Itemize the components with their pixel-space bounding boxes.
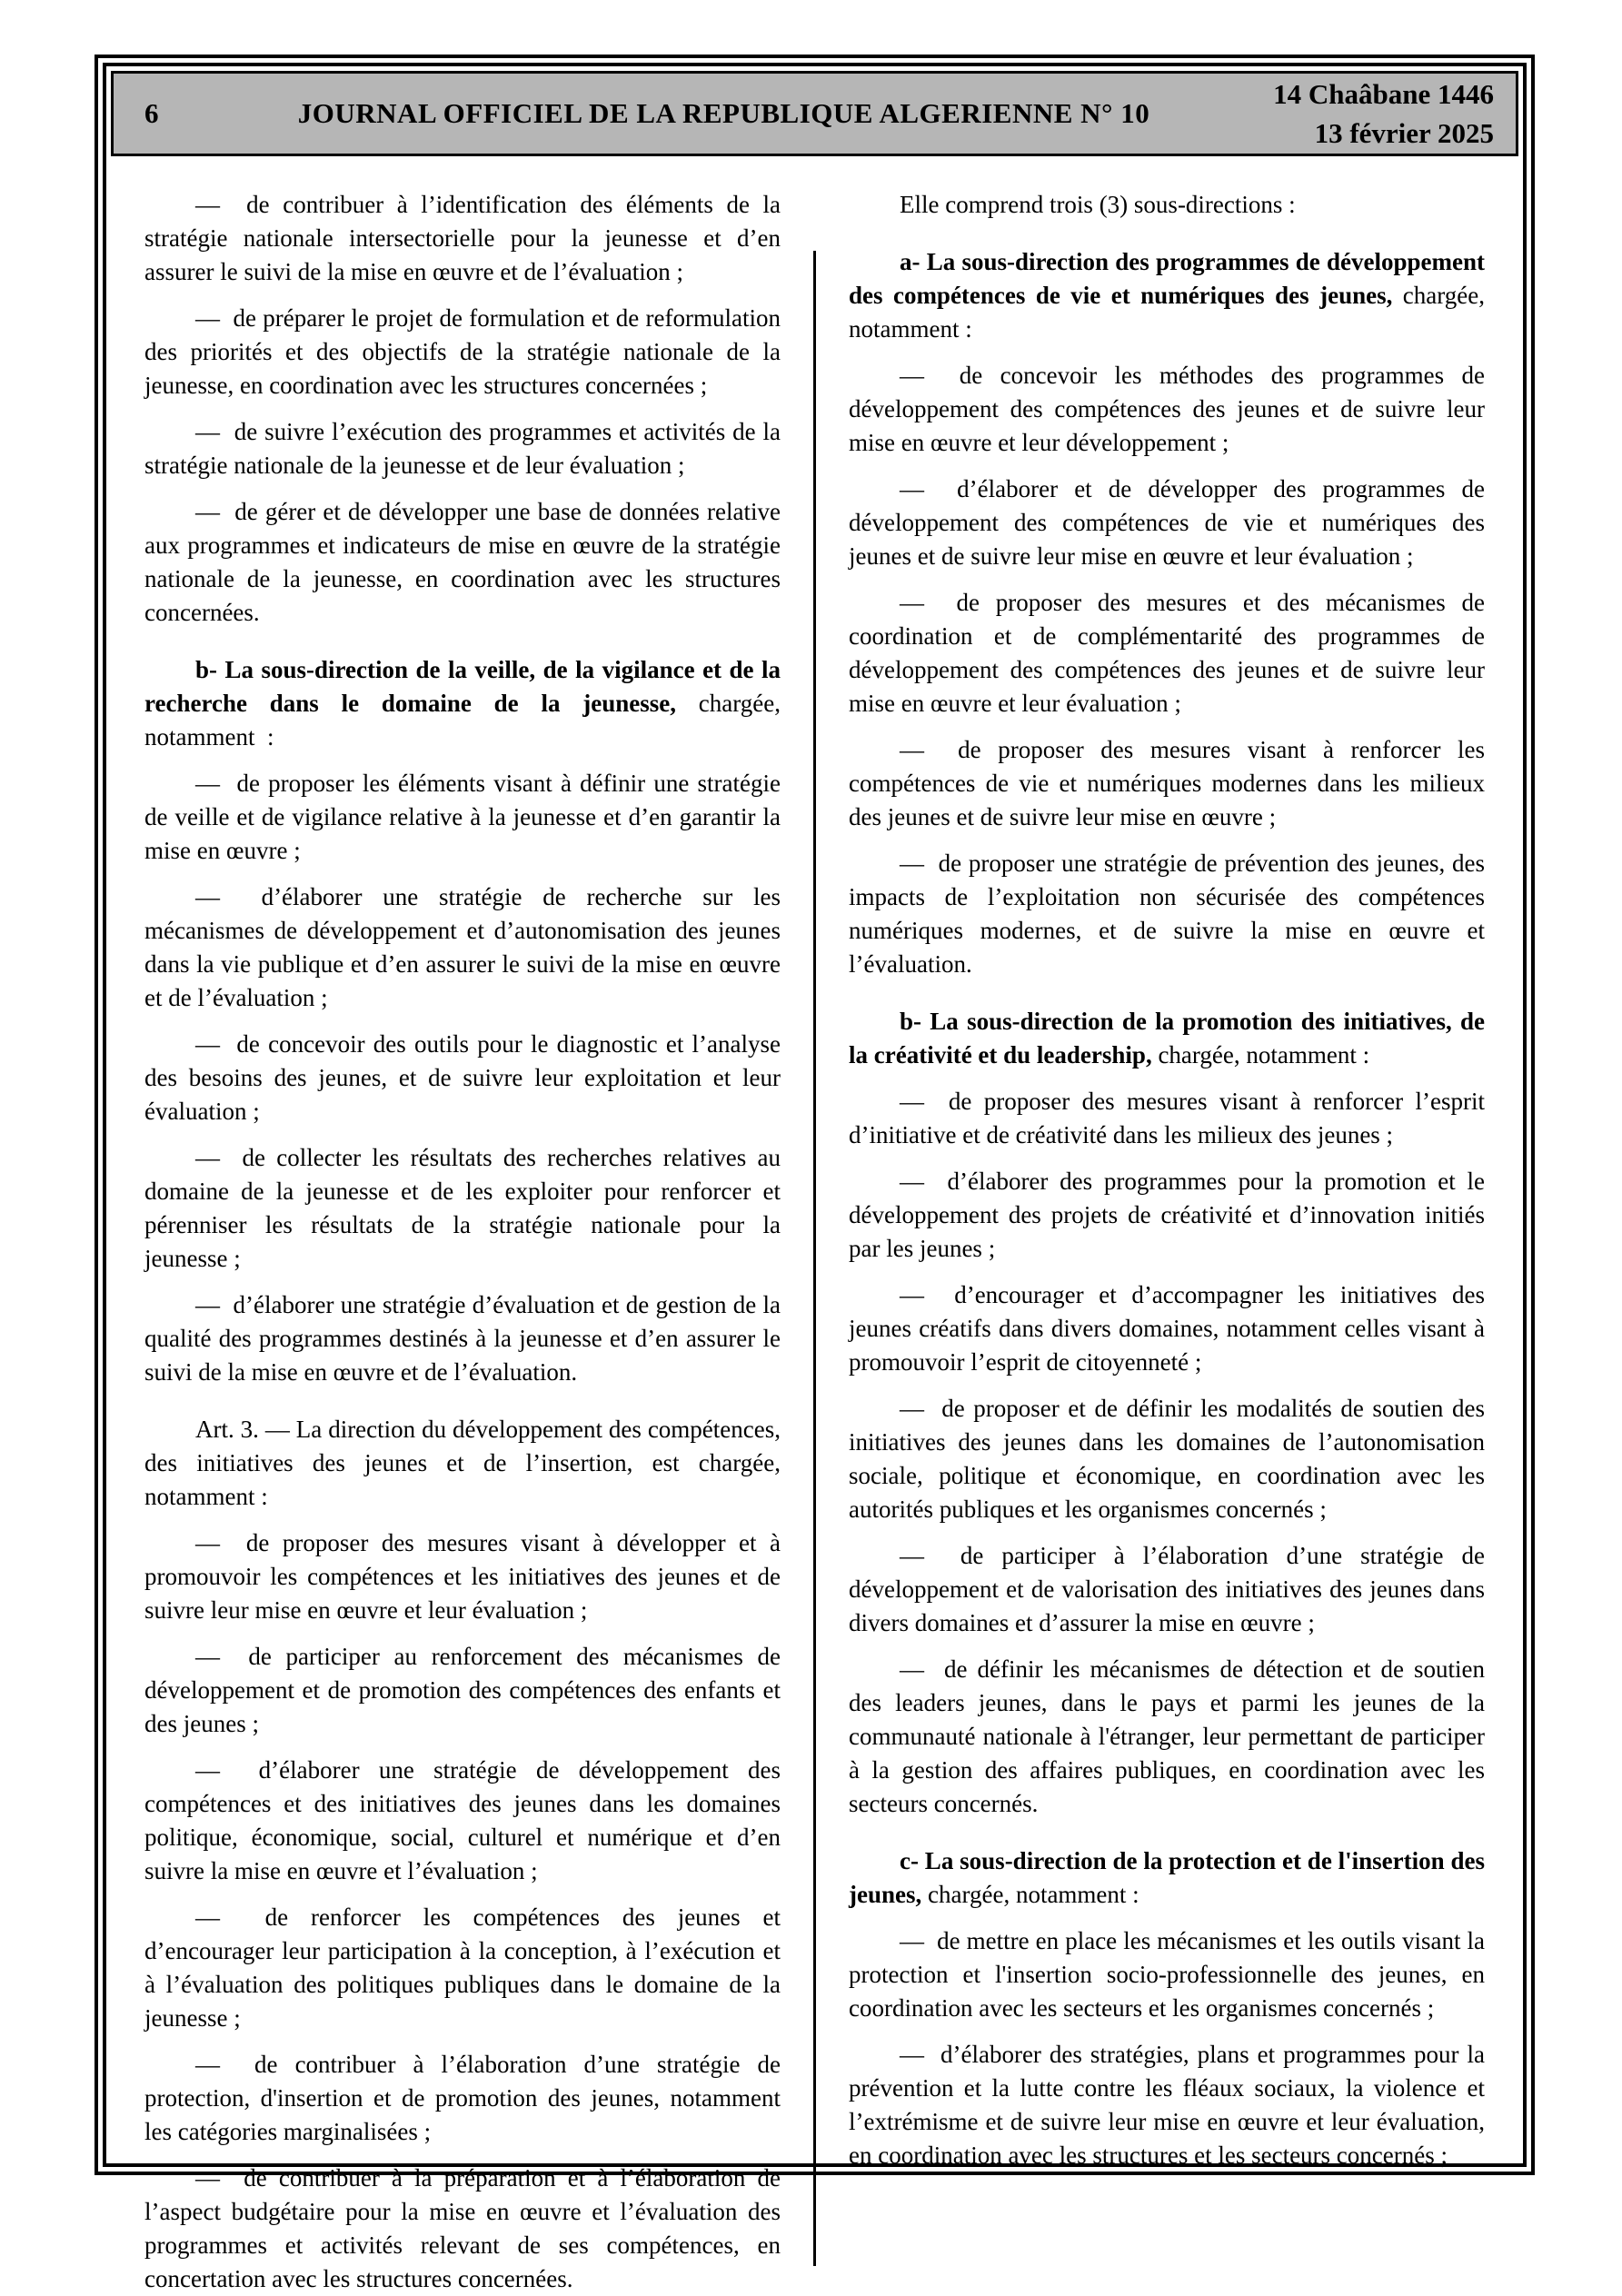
subsection-heading: b- La sous-direction de la veille, de la vigilance et de la recherche dans le domaine de la jeunesse, chargée, notamment : (144, 656, 781, 750)
body-paragraph: — d’élaborer et de développer des programmes de développement des compétences de vie et numériques des jeunes et de suivre leur mise en œuvre et leur évaluation ; (849, 475, 1485, 570)
page-content (106, 161, 1523, 2296)
body-paragraph: — d’élaborer une stratégie de recherche sur les mécanismes de développement et d’autonomisation des jeunes dans la vie publique et d’en assurer le suivi de la mise en œuvre et de l’évaluation ; (144, 883, 781, 1011)
body-paragraph: — de proposer des mesures visant à renforcer les compétences de vie et numériques modernes dans les milieux des jeunes et de suivre leur mise en œuvre ; (849, 736, 1485, 830)
body-paragraph: — d’élaborer une stratégie de développement des compétences et des initiatives des jeunes dans les domaines politique, économique, social, culturel et numérique et d’en suivre la mise en œuvre et l’évaluation ; (144, 1756, 781, 1884)
body-paragraph: Elle comprend trois (3) sous-directions : (900, 191, 1296, 218)
body-paragraph: — d’encourager et d’accompagner les initiatives des jeunes créatifs dans divers domaines, notamment celles visant à promouvoir l’esprit de citoyenneté ; (849, 1281, 1485, 1376)
body-paragraph: Art. 3. — La direction du développement des compétences, des initiatives des jeunes et de l’insertion, est chargée, notamment : (144, 1416, 781, 1510)
heading-bold-text: b- La sous-direction de la promotion des initiatives, de la créativité et du leadership, (849, 1008, 1485, 1068)
date-gregorian: 13 février 2025 (1314, 117, 1494, 149)
body-paragraph: — de contribuer à l’élaboration d’une stratégie de protection, d'insertion et de promotion des jeunes, notamment les catégories marginalisées ; (144, 2051, 781, 2145)
heading-bold-text: c- La sous-direction de la protection et de l'insertion des jeunes, (849, 1847, 1485, 1908)
body-paragraph: — de proposer les éléments visant à définir une stratégie de veille et de vigilance relative à la jeunesse et d’en garantir la mise en œuvre ; (144, 770, 781, 864)
body-paragraph: — de collecter les résultats des recherches relatives au domaine de la jeunesse et de les exploiter pour renforcer et pérenniser les résultats de la stratégie nationale pour la jeunesse ; (144, 1144, 781, 1272)
subsection-heading: a- La sous-direction des programmes de développement des compétences de vie et numériques des jeunes, chargée, notamment : (849, 248, 1485, 343)
subsection-heading: b- La sous-direction de la promotion des initiatives, de la créativité et du leadership, chargée, notamment : (849, 1008, 1485, 1068)
body-paragraph: — de participer à l’élaboration d’une stratégie de développement et de valorisation des initiatives des jeunes dans divers domaines et d’assurer la mise en œuvre ; (849, 1542, 1485, 1636)
body-paragraph: — de proposer des mesures et des mécanismes de coordination et de complémentarité des programmes de développement des compétences des jeunes et de suivre leur mise en œuvre et leur évaluation ; (849, 589, 1485, 717)
body-paragraph: — de contribuer à la préparation et à l’élaboration de l’aspect budgétaire pour la mise en œuvre et l’évaluation des programmes et activités relevant de ses compétences, en concertation avec les structures concernées. (144, 2164, 781, 2292)
body-paragraph: — d’élaborer une stratégie d’évaluation et de gestion de la qualité des programmes destinés à la jeunesse et d’en assurer le suivi de la mise en œuvre et de l’évaluation. (144, 1291, 781, 1386)
page-number: 6 (144, 97, 159, 129)
subsection-heading: c- La sous-direction de la protection et de l'insertion des jeunes, chargée, notamment : (849, 1847, 1485, 1908)
body-paragraph: — de définir les mécanismes de détection et de soutien des leaders jeunes, dans le pays et parmi les jeunes de la communauté nationale à l'étranger, leur permettant de participer à la gestion des affaires publiques, en coordination avec les secteurs concernés. (849, 1655, 1485, 1817)
body-paragraph: — de suivre l’exécution des programmes et activités de la stratégie nationale de la jeunesse et de leur évaluation ; (144, 418, 781, 479)
journal-title: JOURNAL OFFICIEL DE LA REPUBLIQUE ALGERIENNE N° 10 (297, 97, 1150, 129)
heading-bold-text: a- La sous-direction des programmes de développement des compétences de vie et numériques des jeunes, (849, 248, 1485, 309)
body-paragraph: — de proposer des mesures visant à développer et à promouvoir les compétences et les initiatives des jeunes et de suivre leur mise en œuvre et leur évaluation ; (144, 1529, 781, 1624)
body-paragraph: — de concevoir les méthodes des programmes de développement des compétences des jeunes et de suivre leur mise en œuvre et leur développement ; (849, 362, 1485, 456)
body-paragraph: — de concevoir des outils pour le diagnostic et l’analyse des besoins des jeunes, et de suivre leur exploitation et leur évaluation ; (144, 1030, 781, 1125)
body-paragraph: — de proposer une stratégie de prévention des jeunes, des impacts de l’exploitation non sécurisée des compétences numériques modernes, et de suivre la mise en œuvre et l’évaluation. (849, 850, 1485, 978)
header-dates (1185, 75, 1516, 153)
header-bar (111, 71, 1518, 156)
column-divider (813, 251, 816, 2266)
right-column (849, 188, 1485, 2296)
heading-bold-text: b- La sous-direction de la veille, de la vigilance et de la recherche dans le domaine de la jeunesse, (144, 656, 781, 717)
body-paragraph: — d’élaborer des programmes pour la promotion et le développement des projets de créativité et d’innovation initiés par les jeunes ; (849, 1168, 1485, 1262)
body-paragraph: — de renforcer les compétences des jeunes et d’encourager leur participation à la conception, à l’exécution et à l’évaluation des politiques publiques dans le domaine de la jeunesse ; (144, 1903, 781, 2032)
left-column (144, 188, 781, 2296)
body-paragraph: — de proposer et de définir les modalités de soutien des initiatives des jeunes dans les domaines de l’autonomisation sociale, politique et économique, en coordination avec les autorités publiques et les organismes concernés ; (849, 1395, 1485, 1523)
body-paragraph: — de mettre en place les mécanismes et les outils visant la protection et l'insertion socio-professionnelle des jeunes, en coordination avec les secteurs et les organismes concernés ; (849, 1927, 1485, 2022)
body-paragraph: — de participer au renforcement des mécanismes de développement et de promotion des compétences des enfants et des jeunes ; (144, 1643, 781, 1737)
body-paragraph: — de proposer des mesures visant à renforcer l’esprit d’initiative et de créativité dans les milieux des jeunes ; (849, 1088, 1485, 1148)
page-frame (95, 55, 1535, 2292)
date-hijri: 14 Chaâbane 1446 (1273, 78, 1494, 110)
body-paragraph: — de contribuer à l’identification des éléments de la stratégie nationale intersectorielle pour la jeunesse et d’en assurer le suivi de la mise en œuvre et de l’évaluation ; (144, 191, 781, 285)
body-paragraph: — de gérer et de développer une base de données relative aux programmes et indicateurs de mise en œuvre de la stratégie nationale de la jeunesse, en coordination avec les structures concernées. (144, 498, 781, 626)
body-paragraph: — de préparer le projet de formulation et de reformulation des priorités et des objectifs de la stratégie nationale de la jeunesse, en coordination avec les structures concernées ; (144, 304, 781, 399)
body-paragraph: — d’élaborer des stratégies, plans et programmes pour la prévention et la lutte contre les fléaux sociaux, la violence et l’extrémisme et de suivre leur mise en œuvre et leur évaluation, en coordination avec les structures et les secteurs concernés ; (849, 2041, 1485, 2169)
